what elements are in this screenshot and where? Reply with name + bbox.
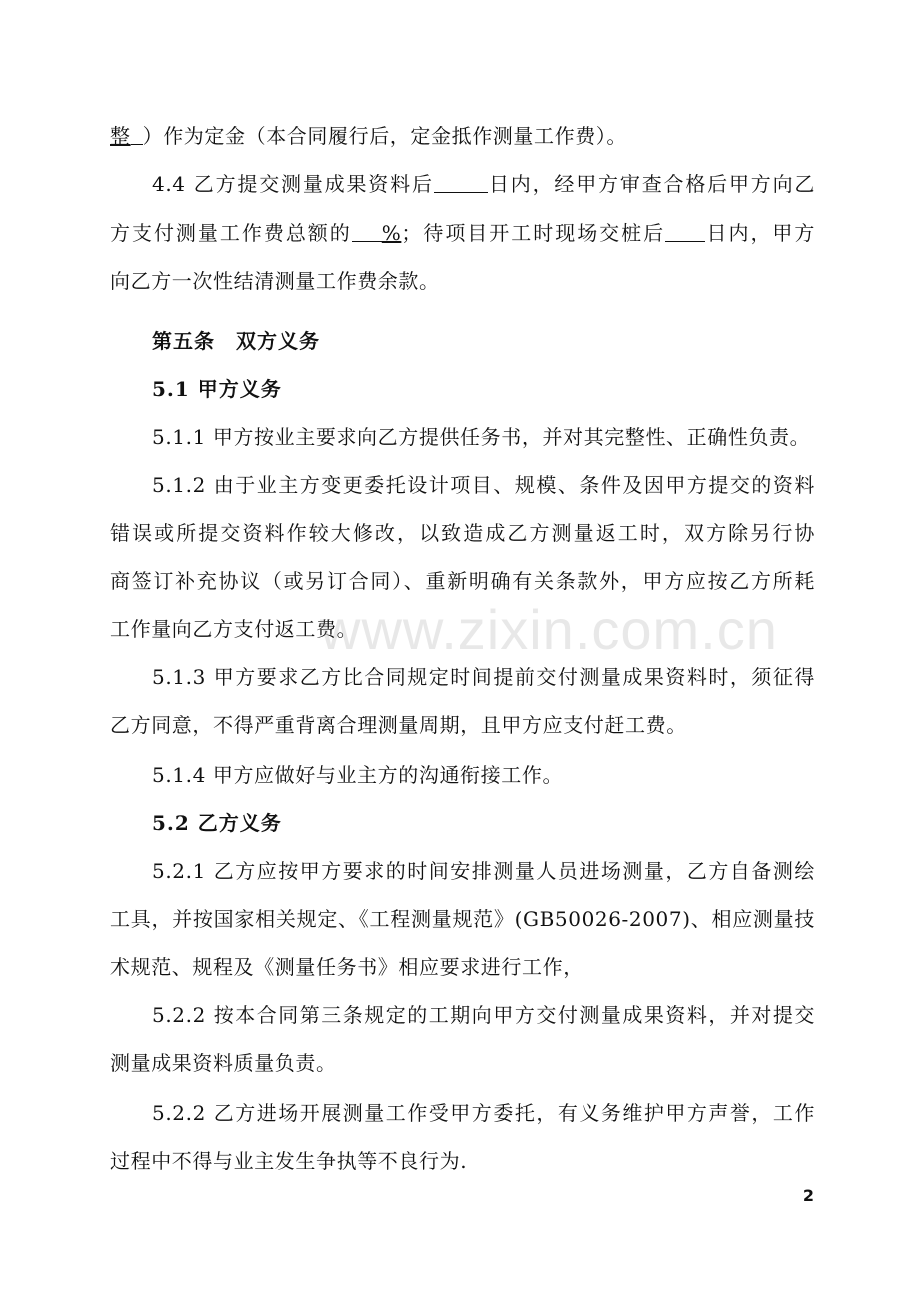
- text: 日内，甲方: [705, 221, 815, 245]
- clause-5-2-1-line-2: 工具，并按国家相关规定、《工程测量规范》(GB50026-2007)、相应测量技: [110, 907, 815, 931]
- section-5-2-heading: 5.2 乙方义务: [152, 811, 282, 835]
- clause-5-2-1-line-1: 5.2.1 乙方应按甲方要求的时间安排测量人员进场测量，乙方自备测绘: [152, 859, 815, 883]
- text: ）作为定金（本合同履行后，定金抵作测量工作费）。: [142, 124, 628, 148]
- text: 日内，经甲方审查合格后甲方向乙: [487, 172, 816, 196]
- clause-4-4-line-3: 向乙方一次性结清测量工作费余款。: [110, 269, 440, 293]
- clause-4-4-line-1: [152, 169, 815, 199]
- underlined-word: 整: [110, 124, 131, 148]
- percent-sign: %: [381, 221, 402, 245]
- clause-5-1-2-line-3: 商签订补充协议（或另订合同）、重新明确有关条款外，甲方应按乙方所耗: [110, 569, 815, 593]
- clause-5-2-3-line-2: 过程中不得与业主发生争执等不良行为.: [110, 1149, 468, 1173]
- watermark: www.zixin.com.cn: [320, 598, 778, 661]
- clause-5-2-2-line-2: 测量成果资料质量负责。: [110, 1051, 337, 1075]
- clause-5-2-2-line-1: 5.2.2 按本合同第三条规定的工期向甲方交付测量成果资料，并对提交: [152, 1003, 815, 1027]
- blank-field: [131, 124, 143, 145]
- line-deposit: [110, 121, 815, 151]
- blank-days-field: [434, 172, 488, 193]
- section-5-1-heading: 5.1 甲方义务: [152, 377, 282, 401]
- clause-5-2-1-line-3: 术规范、规程及《测量任务书》相应要求进行工作，: [110, 955, 584, 979]
- clause-5-1-1: 5.1.1 甲方按业主要求向乙方提供任务书，并对其完整性、正确性负责。: [152, 425, 811, 449]
- clause-5-1-2-line-1: 5.1.2 由于业主方变更委托设计项目、规模、条件及因甲方提交的资料: [152, 473, 815, 497]
- clause-5-1-4: 5.1.4 甲方应做好与业主方的沟通衔接工作。: [152, 763, 564, 787]
- clause-5-1-2-line-2: 错误或所提交资料作较大修改，以致造成乙方测量返工时，双方除另行协: [110, 521, 815, 545]
- text: 4.4 乙方提交测量成果资料后: [152, 172, 434, 196]
- text: 方支付测量工作费总额的: [110, 221, 352, 245]
- page-number: 2: [802, 1186, 814, 1205]
- clause-4-4-line-2: [110, 218, 815, 248]
- clause-5-1-3-line-1: 5.1.3 甲方要求乙方比合同规定时间提前交付测量成果资料时，须征得: [152, 665, 815, 689]
- article-5-heading: 第五条 双方义务: [152, 329, 320, 353]
- clause-5-2-3-line-1: 5.2.2 乙方进场开展测量工作受甲方委托，有义务维护甲方声誉，工作: [152, 1101, 815, 1125]
- blank-days-field-2: [665, 221, 705, 242]
- clause-5-1-3-line-2: 乙方同意，不得严重背离合理测量周期，且甲方应支付赶工费。: [110, 713, 687, 737]
- text: ；待项目开工时现场交桩后: [401, 221, 666, 245]
- clause-5-1-2-line-4: 工作量向乙方支付返工费。: [110, 617, 358, 641]
- blank-percent-field: [352, 221, 382, 242]
